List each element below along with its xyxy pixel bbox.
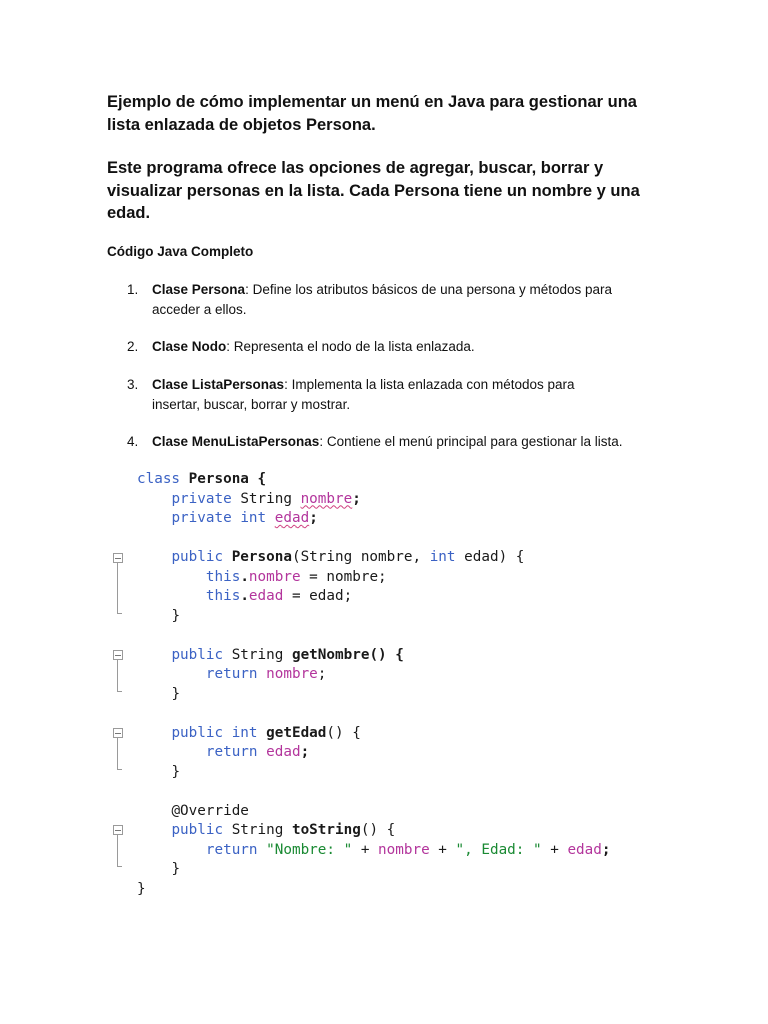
- code-punct: .: [240, 588, 249, 604]
- code-annotation: @Override: [171, 802, 249, 819]
- code-field: nombre: [266, 666, 318, 682]
- code-method-name: getEdad: [266, 724, 327, 741]
- code-type: String: [231, 646, 284, 663]
- code-line: [137, 509, 318, 529]
- code-line: [137, 665, 326, 685]
- code-line: [137, 724, 361, 744]
- fold-minus-icon[interactable]: [113, 825, 123, 835]
- list-number: 3.: [127, 377, 139, 392]
- code-keyword: int: [231, 724, 258, 741]
- code-params: edad) {: [455, 549, 525, 565]
- code-keyword: return: [205, 666, 258, 682]
- code-type: String: [240, 490, 292, 507]
- code-keyword: this: [205, 588, 241, 604]
- code-keyword: this: [205, 568, 241, 585]
- code-text: = edad;: [283, 588, 353, 604]
- code-punct: }: [171, 685, 181, 702]
- fold-minus-icon[interactable]: [113, 553, 123, 563]
- code-line: [137, 802, 249, 822]
- list-item-title: Clase Persona: [152, 282, 246, 297]
- code-field: nombre: [248, 568, 301, 585]
- fold-line: [117, 660, 118, 691]
- list-item-text: : Implementa la lista enlazada con métodos para: [284, 377, 575, 392]
- code-line: [137, 821, 395, 841]
- code-punct: ;: [317, 666, 327, 682]
- code-line: [137, 685, 180, 705]
- code-line: [137, 646, 404, 666]
- code-punct: }: [171, 861, 181, 877]
- fold-minus-icon[interactable]: [113, 728, 123, 738]
- intro-line-5: edad.: [107, 204, 151, 222]
- code-operator: +: [352, 841, 379, 858]
- code-line: [137, 763, 180, 783]
- code-punct: ;: [352, 490, 361, 507]
- fold-end: [117, 691, 122, 692]
- code-line: [137, 607, 180, 627]
- code-punct: ;: [601, 841, 611, 858]
- intro-line-1: Ejemplo de cómo implementar un menú en Java para gestionar una: [107, 93, 637, 111]
- list-item-text: : Define los atributos básicos de una persona y métodos para: [245, 282, 613, 297]
- code-field: edad: [567, 841, 602, 858]
- list-number: 2.: [127, 339, 139, 354]
- code-punct: () {: [369, 646, 404, 663]
- code-punct: () {: [326, 724, 361, 741]
- list-item-text-cont: insertar, buscar, borrar y mostrar.: [152, 396, 351, 412]
- code-field: edad: [274, 510, 310, 526]
- code-class-name: Persona: [188, 471, 249, 487]
- list-item-title: Clase ListaPersonas: [152, 377, 285, 392]
- code-keyword: int: [240, 510, 267, 526]
- code-method-name: Persona: [231, 549, 292, 565]
- code-keyword: private: [171, 510, 232, 526]
- fold-line: [117, 738, 118, 769]
- intro-line-4: visualizar personas en la lista. Cada Persona tiene un nombre y una: [107, 181, 640, 200]
- code-field: edad: [248, 588, 284, 604]
- list-item-text-cont: acceder a ellos.: [152, 301, 247, 317]
- code-keyword: return: [205, 744, 258, 760]
- intro-line-2: lista enlazada de objetos Persona.: [107, 115, 376, 134]
- fold-end: [117, 769, 122, 770]
- list-item-title: Clase MenuListaPersonas: [152, 434, 320, 449]
- list-number: 4.: [127, 434, 139, 449]
- list-item-title: Clase Nodo: [152, 339, 227, 354]
- fold-end: [117, 866, 122, 867]
- code-line: [137, 841, 610, 861]
- code-string: "Nombre: ": [266, 841, 353, 858]
- code-method-name: toString: [291, 822, 361, 838]
- fold-minus-icon[interactable]: [113, 650, 123, 660]
- code-punct: }: [171, 763, 181, 780]
- code-field: nombre: [378, 841, 430, 858]
- code-keyword: public: [171, 724, 224, 741]
- code-punct: }: [171, 607, 181, 624]
- code-method-name: getNombre: [291, 646, 370, 663]
- intro-line-3: Este programa ofrece las opciones de agregar, buscar, borrar y: [107, 159, 604, 177]
- code-keyword: int: [429, 549, 456, 565]
- code-line: [137, 860, 180, 880]
- code-line: [137, 587, 352, 607]
- code-line: [137, 490, 361, 510]
- fold-line: [117, 835, 118, 866]
- code-field: edad: [266, 744, 301, 760]
- code-punct: {: [248, 471, 267, 487]
- code-keyword: public: [171, 822, 224, 838]
- code-line: [137, 880, 146, 900]
- code-keyword: public: [171, 646, 224, 663]
- code-line: [137, 568, 387, 588]
- code-punct: ;: [300, 744, 310, 760]
- code-string: ", Edad: ": [455, 841, 542, 858]
- code-punct: () {: [360, 822, 396, 838]
- fold-end: [117, 613, 122, 614]
- code-params: (String nombre,: [291, 549, 430, 565]
- code-type: String: [231, 822, 284, 838]
- list-item-text: : Contiene el menú principal para gestionar la lista.: [319, 434, 623, 449]
- code-keyword: return: [205, 841, 258, 858]
- code-keyword: private: [171, 490, 232, 507]
- fold-line: [117, 563, 118, 613]
- list-number: 1.: [127, 282, 139, 297]
- code-keyword: class: [137, 471, 181, 487]
- code-operator: +: [541, 841, 568, 858]
- code-line: [137, 470, 266, 490]
- code-field: nombre: [300, 490, 353, 507]
- intro-paragraph: [107, 157, 667, 225]
- code-punct: .: [240, 568, 249, 585]
- code-line: [137, 548, 524, 568]
- code-keyword: public: [171, 549, 224, 565]
- code-text: = nombre;: [300, 568, 387, 585]
- code-punct: ;: [309, 510, 318, 526]
- section-title: Código Java Completo: [107, 244, 254, 259]
- intro-heading: [107, 91, 667, 136]
- code-operator: +: [429, 841, 456, 858]
- code-punct: }: [137, 880, 146, 897]
- list-item-text: : Representa el nodo de la lista enlazada.: [226, 339, 475, 354]
- code-line: [137, 743, 309, 763]
